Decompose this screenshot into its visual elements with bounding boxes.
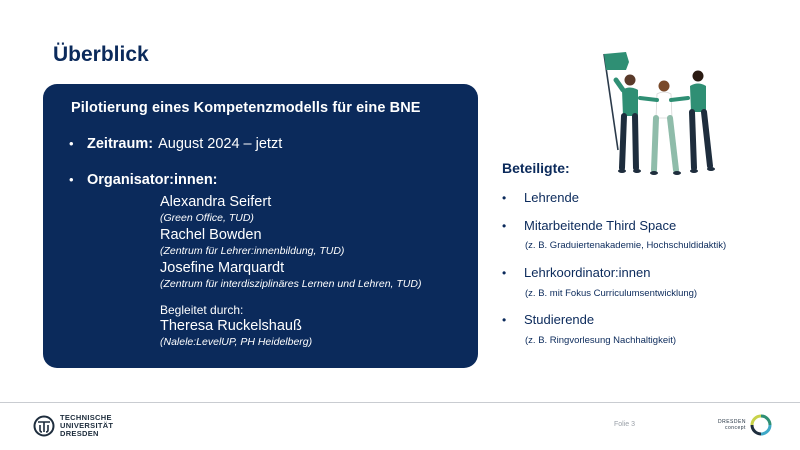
- dresden-logo-line: DRESDEN: [718, 419, 746, 425]
- organizer-affiliation: (Zentrum für interdisziplinäres Lernen und Lehren, TUD): [160, 278, 422, 290]
- tud-logo-line: UNIVERSITÄT: [60, 421, 114, 430]
- accompanied-affiliation: (Nalele:LevelUP, PH Heidelberg): [160, 336, 313, 348]
- participant-sub: (z. B. mit Fokus Curriculumsentwicklung): [525, 288, 698, 299]
- tud-logo-icon: [33, 415, 55, 437]
- panel-title: Pilotierung eines Kompetenzmodells für eine BNE: [71, 100, 421, 116]
- dresden-concept-logo-icon: [750, 414, 772, 436]
- participant-label: Studierende: [524, 312, 595, 327]
- participant-sub: (z. B. Ringvorlesung Nachhaltigkeit): [525, 335, 677, 346]
- participant-item: [502, 312, 594, 327]
- dresden-logo-line: concept: [724, 425, 746, 431]
- team-flag-illustration-svg: [596, 50, 726, 190]
- period-value: August 2024 – jetzt: [158, 136, 283, 152]
- bullet-icon: •: [502, 313, 507, 327]
- footer-divider: [0, 402, 800, 403]
- participant-label: Lehrkoordinator:innen: [524, 265, 651, 280]
- tud-logo-line: DRESDEN: [60, 429, 99, 438]
- bullet-icon: •: [69, 172, 74, 187]
- organizers-list: [160, 194, 421, 293]
- tud-logo: [33, 414, 113, 438]
- slide-title: Überblick: [53, 43, 149, 66]
- participant-item: [502, 190, 579, 205]
- accompanied-name: Theresa Ruckelshauß: [160, 318, 302, 334]
- organizer-name: Josefine Marquardt: [160, 260, 285, 276]
- organizer-affiliation: (Zentrum für Lehrer:innenbildung, TUD): [160, 245, 345, 257]
- bullet-icon: •: [502, 219, 507, 233]
- bullet-icon: •: [502, 266, 507, 280]
- organizer-name: Alexandra Seifert: [160, 194, 272, 210]
- participant-item: [502, 265, 650, 280]
- bullet-icon: •: [69, 136, 74, 151]
- participant-sub: (z. B. Graduiertenakademie, Hochschuldidaktik): [525, 240, 727, 251]
- accompanied-block: [160, 303, 312, 351]
- bullet-icon: •: [502, 191, 507, 205]
- participants-heading: Beteiligte:: [502, 160, 570, 176]
- participant-label: Mitarbeitende Third Space: [524, 218, 677, 233]
- period-label: Zeitraum:: [87, 136, 154, 152]
- participant-item: [502, 218, 676, 233]
- organizer-name: Rachel Bowden: [160, 227, 262, 243]
- tud-logo-line: TECHNISCHE: [60, 413, 112, 422]
- page-number: Folie 3: [614, 421, 636, 428]
- dresden-concept-logo: [718, 414, 772, 436]
- team-flag-illustration: [596, 50, 726, 195]
- project-panel: [43, 84, 478, 368]
- participant-label: Lehrende: [524, 190, 579, 205]
- organizers-label: Organisator:innen:: [87, 172, 218, 188]
- period-row: [69, 136, 282, 152]
- organizer-affiliation: (Green Office, TUD): [160, 212, 254, 224]
- accompanied-label: Begleitet durch:: [160, 303, 244, 317]
- organizers-row: [69, 172, 218, 188]
